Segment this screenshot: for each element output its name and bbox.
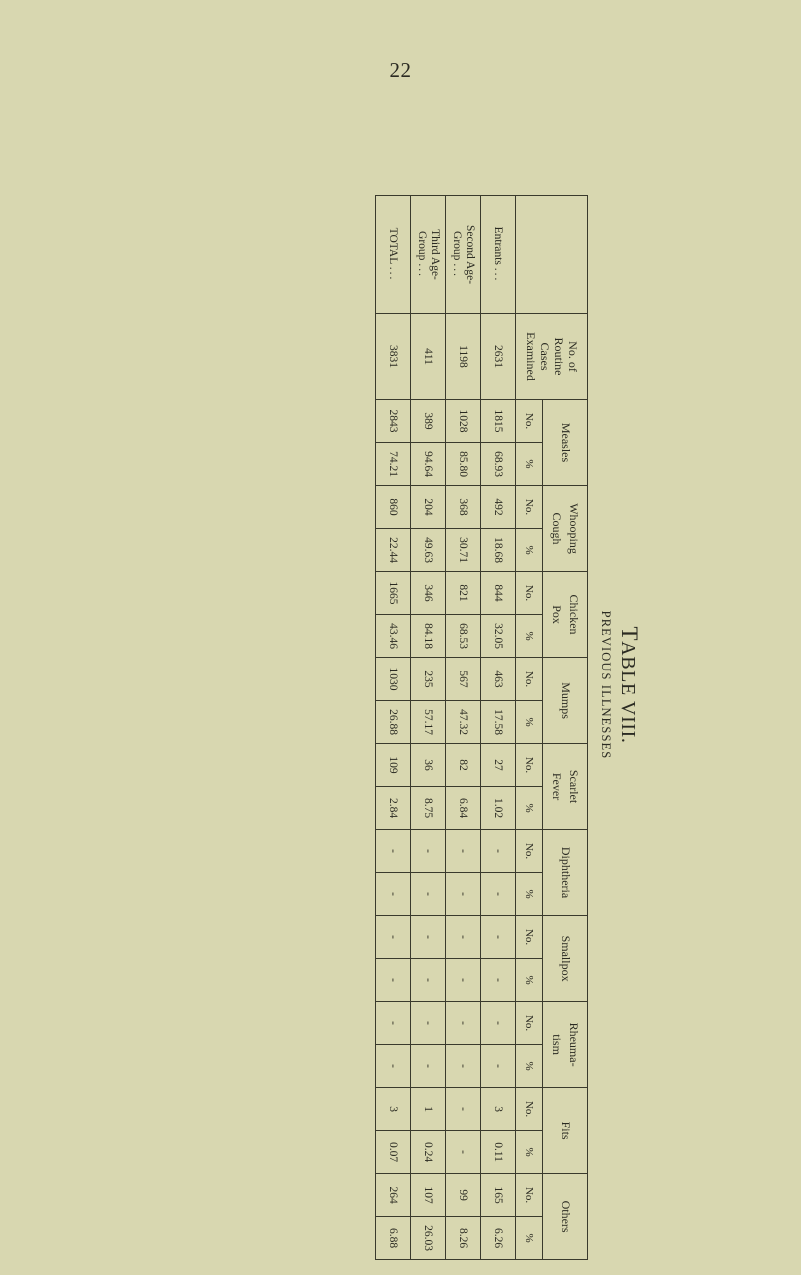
row-label-entrants: Entrants ... — [480, 196, 515, 314]
subheader-no-diphtheria: No. — [515, 830, 542, 873]
corner-cell — [515, 196, 587, 314]
cell-pc-smallpox-third-age-group: - — [410, 959, 445, 1002]
caption-subtitle: PREVIOUS ILLNESSES — [599, 610, 614, 760]
subheader-pc-smallpox: % — [515, 959, 542, 1002]
cell-no-measles-second-age-group: 1028 — [445, 400, 480, 443]
cell-no-scarlet-fever-total: 109 — [375, 744, 410, 787]
cell-no-smallpox-total: - — [375, 916, 410, 959]
header-group-chicken-pox: Chicken Pox — [542, 572, 587, 658]
table-caption — [598, 195, 643, 1175]
cell-pc-measles-total: 74.21 — [375, 443, 410, 486]
row-label-total: TOTAL ... — [375, 196, 410, 314]
cell-pc-smallpox-entrants: - — [480, 959, 515, 1002]
cell-routine-total: 3831 — [375, 314, 410, 400]
cell-pc-others-third-age-group: 26.03 — [410, 1217, 445, 1260]
subheader-pc-scarlet-fever: % — [515, 787, 542, 830]
cell-no-smallpox-entrants: - — [480, 916, 515, 959]
subheader-no-smallpox: No. — [515, 916, 542, 959]
cell-pc-scarlet-fever-third-age-group: 8.75 — [410, 787, 445, 830]
cell-no-others-third-age-group: 107 — [410, 1174, 445, 1217]
cell-pc-measles-third-age-group: 94.64 — [410, 443, 445, 486]
cell-no-rheumatism-total: - — [375, 1002, 410, 1045]
page-number: 22 — [389, 58, 412, 82]
header-group-smallpox: Smallpox — [542, 916, 587, 1002]
cell-pc-rheumatism-total: - — [375, 1045, 410, 1088]
header-routine-cases: No. of Routine Cases Examined — [515, 314, 587, 400]
cell-no-whooping-cough-third-age-group: 204 — [410, 486, 445, 529]
cell-pc-mumps-third-age-group: 57.17 — [410, 701, 445, 744]
cell-no-smallpox-third-age-group: - — [410, 916, 445, 959]
cell-no-others-total: 264 — [375, 1174, 410, 1217]
cell-pc-diphtheria-entrants: - — [480, 873, 515, 916]
cell-no-rheumatism-second-age-group: - — [445, 1002, 480, 1045]
cell-pc-fits-total: 0.07 — [375, 1131, 410, 1174]
rotated-table-block — [138, 195, 643, 1252]
subheader-pc-diphtheria: % — [515, 873, 542, 916]
row-label-third-age-group: Third Age- Group ... — [410, 196, 445, 314]
cell-pc-diphtheria-third-age-group: - — [410, 873, 445, 916]
cell-pc-fits-entrants: 0.11 — [480, 1131, 515, 1174]
header-group-rheumatism: Rheuma- tism — [542, 1002, 587, 1088]
header-group-diphtheria: Diphtheria — [542, 830, 587, 916]
cell-no-chicken-pox-second-age-group: 821 — [445, 572, 480, 615]
cell-no-diphtheria-total: - — [375, 830, 410, 873]
cell-no-rheumatism-third-age-group: - — [410, 1002, 445, 1045]
subheader-no-scarlet-fever: No. — [515, 744, 542, 787]
cell-no-chicken-pox-third-age-group: 346 — [410, 572, 445, 615]
cell-pc-mumps-total: 26.88 — [375, 701, 410, 744]
cell-pc-diphtheria-second-age-group: - — [445, 873, 480, 916]
cell-pc-whooping-cough-total: 22.44 — [375, 529, 410, 572]
row-label-second-age-group: Second Age- Group ... — [445, 196, 480, 314]
cell-routine-entrants: 2631 — [480, 314, 515, 400]
cell-no-diphtheria-third-age-group: - — [410, 830, 445, 873]
cell-routine-second-age-group: 1198 — [445, 314, 480, 400]
header-group-fits: Fits — [542, 1088, 587, 1174]
cell-pc-chicken-pox-entrants: 32.05 — [480, 615, 515, 658]
cell-pc-rheumatism-entrants: - — [480, 1045, 515, 1088]
cell-pc-scarlet-fever-total: 2.84 — [375, 787, 410, 830]
cell-pc-mumps-entrants: 17.58 — [480, 701, 515, 744]
subheader-no-rheumatism: No. — [515, 1002, 542, 1045]
subheader-pc-others: % — [515, 1217, 542, 1260]
cell-no-fits-third-age-group: 1 — [410, 1088, 445, 1131]
cell-no-mumps-second-age-group: 567 — [445, 658, 480, 701]
caption-table-word-initial: T — [617, 626, 642, 642]
table-row — [375, 196, 410, 1260]
cell-pc-measles-entrants: 68.93 — [480, 443, 515, 486]
cell-pc-others-total: 6.88 — [375, 1217, 410, 1260]
cell-pc-whooping-cough-second-age-group: 30.71 — [445, 529, 480, 572]
cell-no-others-second-age-group: 99 — [445, 1174, 480, 1217]
cell-no-scarlet-fever-third-age-group: 36 — [410, 744, 445, 787]
subheader-pc-mumps: % — [515, 701, 542, 744]
cell-no-smallpox-second-age-group: - — [445, 916, 480, 959]
cell-pc-mumps-second-age-group: 47.32 — [445, 701, 480, 744]
subheader-pc-measles: % — [515, 443, 542, 486]
header-group-mumps: Mumps — [542, 658, 587, 744]
subheader-pc-chicken-pox: % — [515, 615, 542, 658]
cell-no-measles-entrants: 1815 — [480, 400, 515, 443]
cell-routine-third-age-group: 411 — [410, 314, 445, 400]
cell-pc-scarlet-fever-second-age-group: 6.84 — [445, 787, 480, 830]
cell-pc-chicken-pox-total: 43.46 — [375, 615, 410, 658]
cell-no-measles-total: 2843 — [375, 400, 410, 443]
table-row — [410, 196, 445, 1260]
cell-no-fits-entrants: 3 — [480, 1088, 515, 1131]
table-row — [445, 196, 480, 1260]
subheader-pc-rheumatism: % — [515, 1045, 542, 1088]
cell-pc-chicken-pox-third-age-group: 84.18 — [410, 615, 445, 658]
cell-no-chicken-pox-entrants: 844 — [480, 572, 515, 615]
caption-table-number: VIII. — [617, 701, 639, 744]
cell-no-diphtheria-second-age-group: - — [445, 830, 480, 873]
subheader-no-fits: No. — [515, 1088, 542, 1131]
cell-pc-diphtheria-total: - — [375, 873, 410, 916]
cell-pc-whooping-cough-third-age-group: 49.63 — [410, 529, 445, 572]
cell-no-scarlet-fever-entrants: 27 — [480, 744, 515, 787]
cell-no-mumps-third-age-group: 235 — [410, 658, 445, 701]
subheader-no-mumps: No. — [515, 658, 542, 701]
cell-no-whooping-cough-total: 860 — [375, 486, 410, 529]
cell-pc-whooping-cough-entrants: 18.68 — [480, 529, 515, 572]
cell-pc-fits-third-age-group: 0.24 — [410, 1131, 445, 1174]
header-group-scarlet-fever: Scarlet Fever — [542, 744, 587, 830]
cell-pc-fits-second-age-group: - — [445, 1131, 480, 1174]
cell-pc-chicken-pox-second-age-group: 68.53 — [445, 615, 480, 658]
header-group-measles: Measles — [542, 400, 587, 486]
cell-no-chicken-pox-total: 1665 — [375, 572, 410, 615]
subheader-pc-fits: % — [515, 1131, 542, 1174]
cell-pc-others-entrants: 6.26 — [480, 1217, 515, 1260]
table-group-header-row — [542, 196, 587, 1260]
cell-pc-smallpox-second-age-group: - — [445, 959, 480, 1002]
cell-no-rheumatism-entrants: - — [480, 1002, 515, 1045]
cell-pc-measles-second-age-group: 85.80 — [445, 443, 480, 486]
caption-table-word: ABLE — [617, 641, 639, 696]
cell-no-mumps-total: 1030 — [375, 658, 410, 701]
cell-no-fits-second-age-group: - — [445, 1088, 480, 1131]
header-group-whooping-cough: Whooping Cough — [542, 486, 587, 572]
cell-no-whooping-cough-entrants: 492 — [480, 486, 515, 529]
cell-pc-rheumatism-third-age-group: - — [410, 1045, 445, 1088]
subheader-no-chicken-pox: No. — [515, 572, 542, 615]
subheader-no-whooping-cough: No. — [515, 486, 542, 529]
subheader-no-others: No. — [515, 1174, 542, 1217]
table-row — [480, 196, 515, 1260]
header-group-others: Others — [542, 1174, 587, 1260]
cell-pc-smallpox-total: - — [375, 959, 410, 1002]
cell-pc-others-second-age-group: 8.26 — [445, 1217, 480, 1260]
subheader-pc-whooping-cough: % — [515, 529, 542, 572]
cell-no-others-entrants: 165 — [480, 1174, 515, 1217]
cell-no-whooping-cough-second-age-group: 368 — [445, 486, 480, 529]
cell-no-measles-third-age-group: 389 — [410, 400, 445, 443]
subheader-no-measles: No. — [515, 400, 542, 443]
cell-no-scarlet-fever-second-age-group: 82 — [445, 744, 480, 787]
cell-no-mumps-entrants: 463 — [480, 658, 515, 701]
cell-pc-scarlet-fever-entrants: 1.02 — [480, 787, 515, 830]
cell-no-fits-total: 3 — [375, 1088, 410, 1131]
previous-illnesses-table — [375, 195, 588, 1260]
cell-no-diphtheria-entrants: - — [480, 830, 515, 873]
cell-pc-rheumatism-second-age-group: - — [445, 1045, 480, 1088]
